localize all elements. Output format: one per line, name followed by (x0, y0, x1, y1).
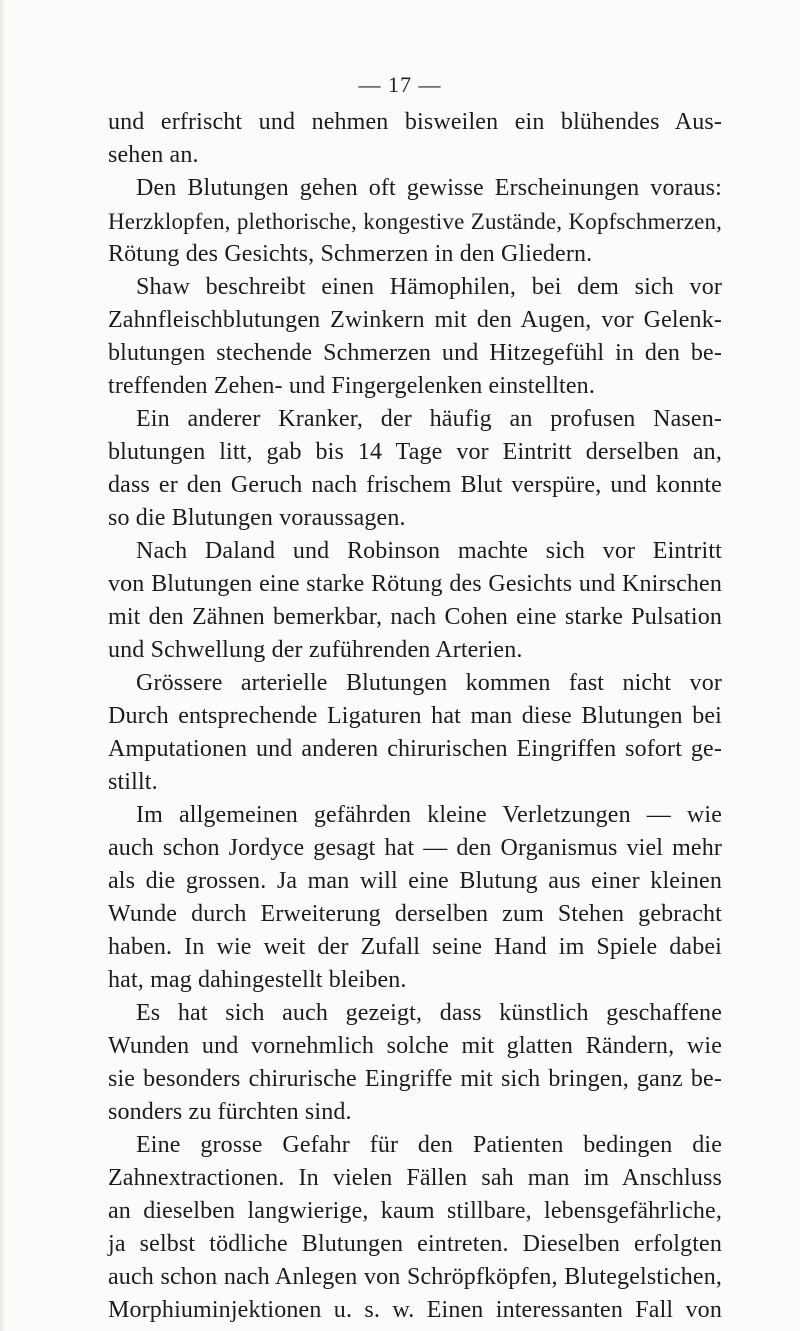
text-line: Den Blutungen gehen oft gewisse Erscheinungen voraus: (136, 175, 722, 201)
text-line: Es hat sich auch gezeigt, dass künstlich geschaffene (136, 1000, 722, 1026)
text-line: an dieselben langwierige, kaum stillbare, lebensgefährliche, (108, 1198, 722, 1224)
text-line: Durch entsprechende Ligaturen hat man diese Blutungen bei (108, 703, 722, 729)
text-line: Wunden und vornehmlich solche mit glatten Rändern, wie (108, 1033, 722, 1059)
text-line: Rötung des Gesichts, Schmerzen in den Gliedern. (108, 241, 593, 267)
text-line: treffenden Zehen- und Fingergelenken einstellten. (108, 373, 595, 399)
text-line: Grössere arterielle Blutungen kommen fast nicht vor (136, 670, 722, 696)
text-line: als die grossen. Ja man will eine Blutung aus einer kleinen (108, 868, 722, 894)
text-line: Nach Daland und Robinson machte sich vor Eintritt (136, 538, 722, 564)
text-line: ja selbst tödliche Blutungen eintreten. Dieselben erfolgten (108, 1231, 722, 1257)
text-line: auch schon Jordyce gesagt hat — den Organismus viel mehr (108, 835, 722, 861)
text-line: von Blutungen eine starke Rötung des Gesichts und Knirschen (108, 571, 722, 597)
text-line: Wunde durch Erweiterung derselben zum Stehen gebracht (108, 901, 722, 927)
text-line: haben. In wie weit der Zufall seine Hand im Spiele dabei (108, 934, 722, 960)
text-line: mit den Zähnen bemerkbar, nach Cohen eine starke Pulsation (108, 604, 722, 630)
text-line: Zahnextractionen. In vielen Fällen sah man im Anschluss (108, 1165, 722, 1191)
text-line: Morphiuminjektionen u. s. w. Einen interessanten Fall von (108, 1297, 722, 1323)
text-line: sonders zu fürchten sind. (108, 1099, 352, 1125)
text-line: und Schwellung der zuführenden Arterien. (108, 637, 523, 663)
page-gutter-edge (0, 0, 6, 1331)
text-line: auch schon nach Anlegen von Schröpfköpfen, Blutegelstichen, (108, 1264, 722, 1290)
text-line: blutungen litt, gab bis 14 Tage vor Eintritt derselben an, (108, 439, 722, 465)
page-number: — 17 — (358, 72, 442, 97)
text-line: blutungen stechende Schmerzen und Hitzegefühl in den be- (108, 340, 722, 366)
text-line: Amputationen und anderen chirurischen Eingriffen sofort ge- (108, 736, 722, 762)
text-line: sehen an. (108, 142, 199, 168)
text-line: stillt. (108, 769, 158, 795)
text-line: Herzklopfen, plethorische, kongestive Zustände, Kopfschmerzen, (108, 209, 722, 234)
text-line: so die Blutungen voraussagen. (108, 505, 406, 531)
text-line: Im allgemeinen gefährden kleine Verletzungen — wie (136, 802, 722, 828)
text-line: hat, mag dahingestellt bleiben. (108, 967, 407, 993)
text-line: Shaw beschreibt einen Hämophilen, bei dem sich vor (136, 274, 722, 300)
text-line: Zahnfleischblutungen Zwinkern mit den Augen, vor Gelenk- (108, 307, 722, 333)
text-line: Ein anderer Kranker, der häufig an profusen Nasen- (136, 406, 722, 432)
text-line: Eine grosse Gefahr für den Patienten bedingen die (136, 1132, 722, 1158)
text-line: dass er den Geruch nach frischem Blut verspüre, und konnte (108, 472, 722, 498)
text-line: und erfrischt und nehmen bisweilen ein blühendes Aus- (108, 109, 722, 135)
body-text (108, 106, 722, 1327)
text-line: sie besonders chirurische Eingriffe mit sich bringen, ganz be- (108, 1066, 722, 1092)
